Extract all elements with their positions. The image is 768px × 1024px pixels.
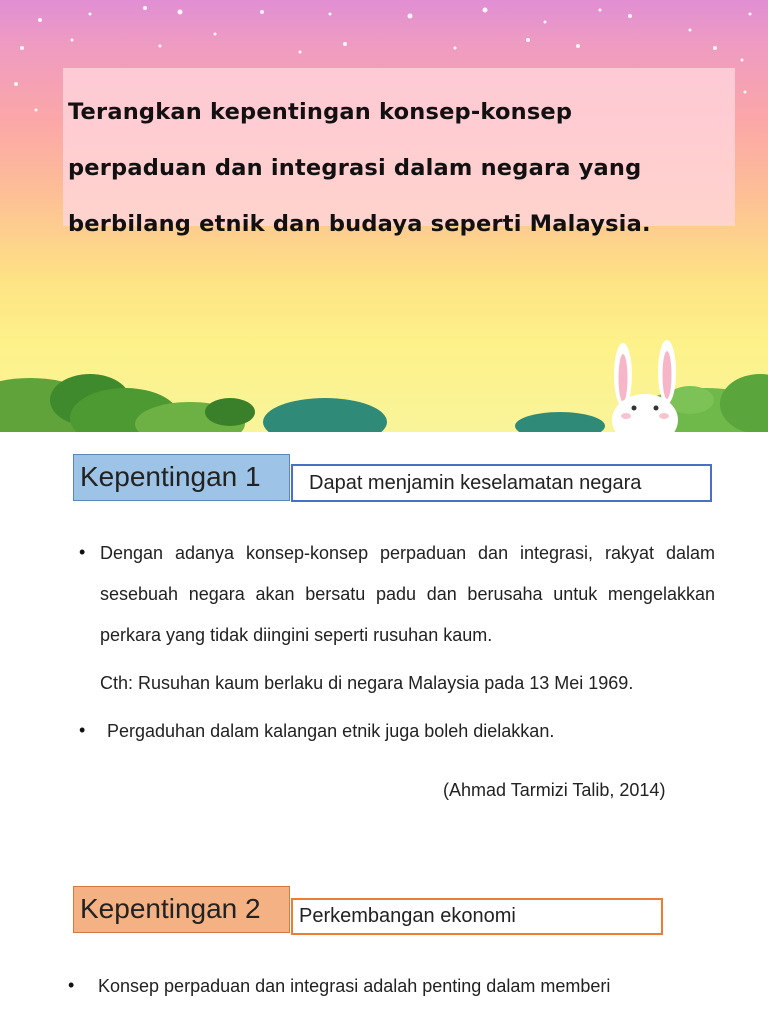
kepentingan-1-label: Kepentingan 1 (73, 454, 290, 501)
kepentingan-1-bullet-2: Pergaduhan dalam kalangan etnik juga boleh dielakkan. (107, 721, 555, 741)
bullet-icon: • (79, 542, 86, 562)
citation: (Ahmad Tarmizi Talib, 2014) (443, 780, 666, 800)
rabbit-icon (612, 340, 678, 432)
kepentingan-2-label: Kepentingan 2 (73, 886, 290, 933)
title-line: berbilang etnik dan budaya seperti Malaysia. (68, 211, 651, 237)
kepentingan-1-paragraph: Dengan adanya konsep-konsep perpaduan dan integrasi, rakyat dalam sesebuah negara akan bersatu padu dan berusaha untuk mengelakkan perkara yang tidak diingini seperti rusuhan kaum. (100, 543, 715, 645)
example-text: Cth: Rusuhan kaum berlaku di negara Malaysia pada 13 Mei 1969. (100, 673, 634, 693)
kepentingan-2-bullet-1: Konsep perpaduan dan integrasi adalah penting dalam memberi (98, 976, 611, 996)
bullet-icon: • (68, 975, 75, 995)
title-line: perpaduan dan integrasi dalam negara yang (68, 155, 642, 181)
bullet-icon: • (79, 720, 86, 740)
slide-title (68, 84, 728, 252)
title-banner (0, 0, 768, 432)
title-line: Terangkan kepentingan konsep-konsep (68, 99, 573, 125)
kepentingan-1-headline: Dapat menjamin keselamatan negara (291, 464, 712, 502)
kepentingan-2-headline: Perkembangan ekonomi (291, 898, 663, 935)
